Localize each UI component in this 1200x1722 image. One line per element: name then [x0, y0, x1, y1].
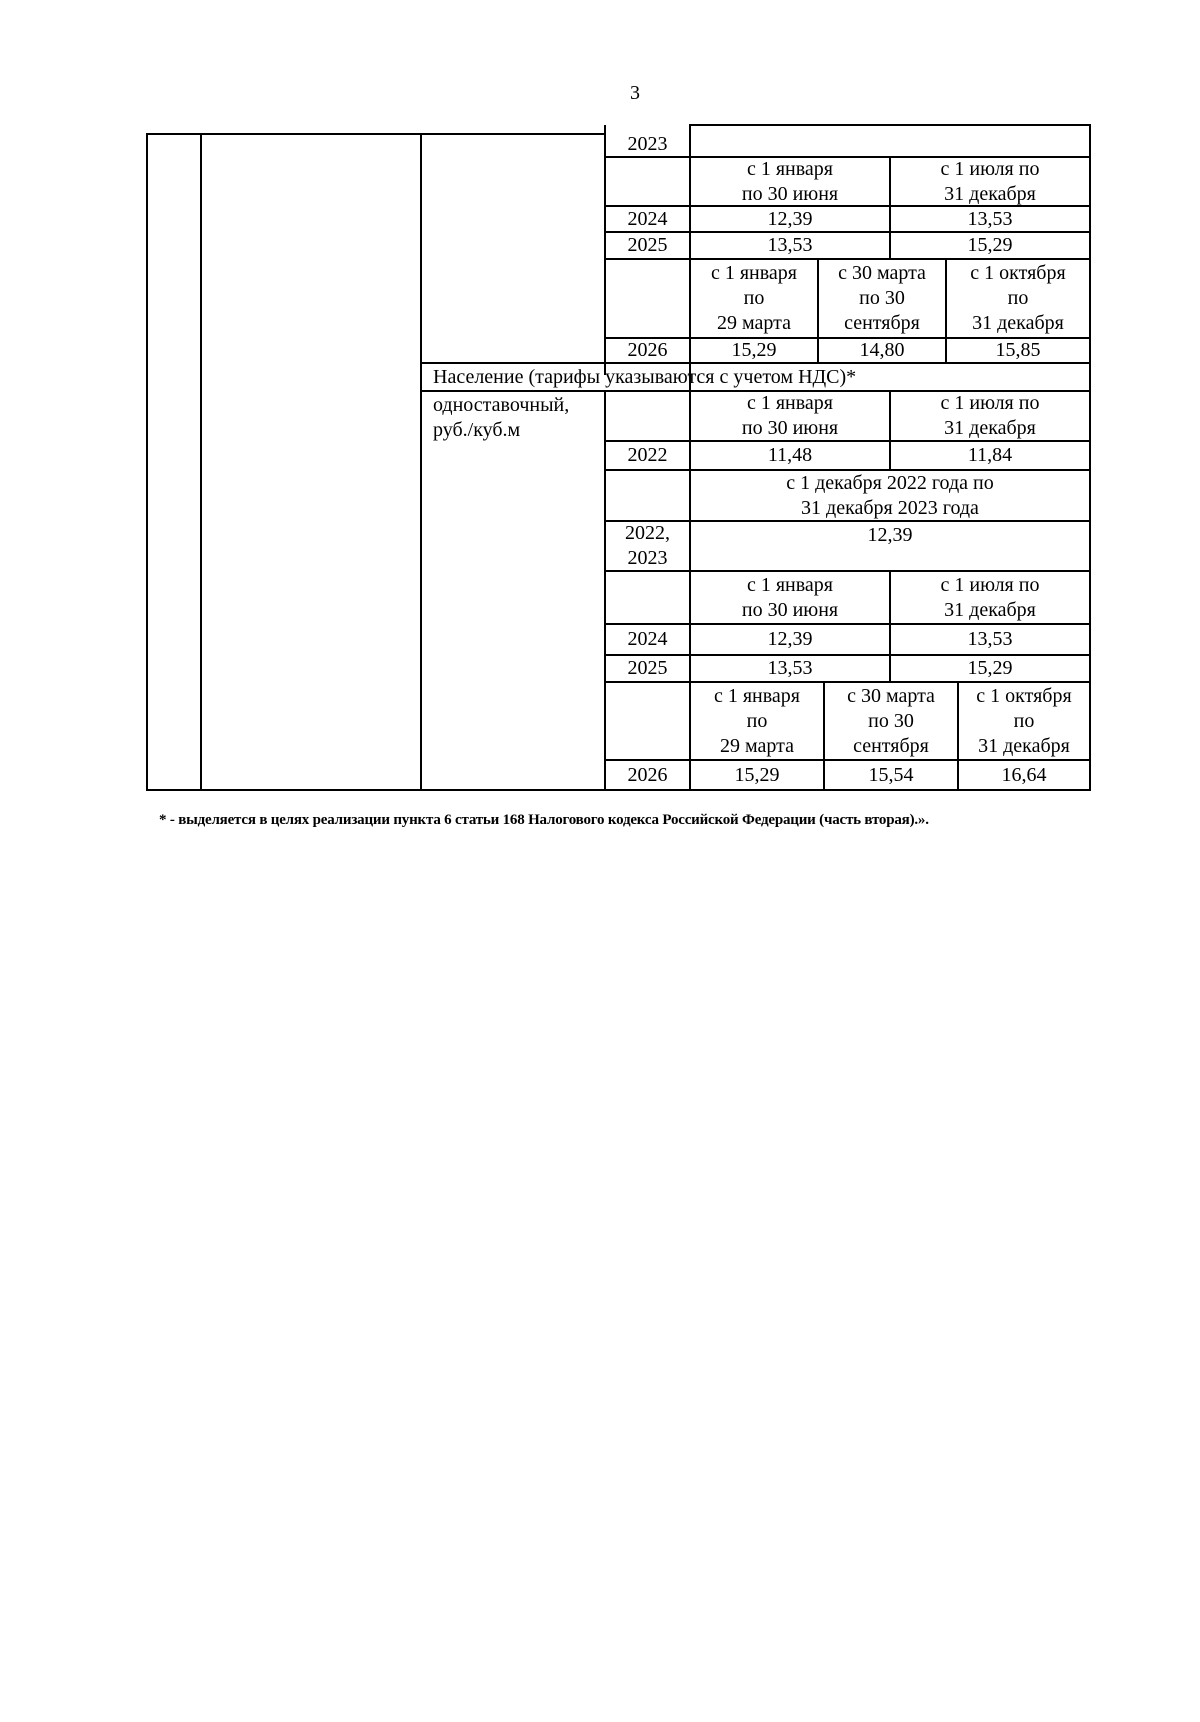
footnote: * - выделяется в целях реализации пункта 6 статьи 168 Налогового кодекса Российской Федерации (часть вторая).». — [159, 812, 929, 828]
year-cell: 2026 — [627, 339, 668, 361]
tariff-value: 12,39 — [867, 524, 913, 546]
tariff-value: 12,39 — [767, 628, 813, 650]
tariff-value: 15,85 — [995, 339, 1041, 361]
period-header: с 1 октября по 31 декабря — [970, 262, 1066, 334]
table-border-right — [1089, 124, 1091, 790]
table-border-top — [689, 124, 1091, 126]
period-header: с 30 марта по 30 сентября — [838, 262, 926, 334]
period-header: с 30 марта по 30 сентября — [847, 684, 935, 757]
tariff-value: 13,53 — [967, 207, 1013, 230]
year-cell: 2024 — [627, 207, 668, 230]
tariff-value: 11,84 — [967, 444, 1013, 466]
year-cell: 2025 — [627, 234, 668, 256]
tariff-value: 15,29 — [967, 234, 1013, 256]
period-header: с 1 января по 30 июня — [741, 392, 839, 439]
table-border-top — [146, 133, 605, 135]
tariff-value: 15,54 — [868, 763, 914, 786]
table-border-left — [146, 133, 148, 790]
year-cell: 2026 — [627, 763, 668, 786]
year-cell: 2022, 2023 — [625, 522, 670, 569]
tariff-value: 11,48 — [767, 444, 813, 466]
tariff-value: 14,80 — [859, 339, 905, 361]
tariff-value: 13,53 — [767, 234, 813, 256]
tariff-type-label: одноставочный, руб./куб.м — [433, 394, 570, 441]
table-column-line — [420, 133, 422, 790]
period-header: с 1 января по 30 июня — [741, 573, 839, 621]
period-header: с 1 июля по 31 декабря — [940, 573, 1040, 621]
period-header: с 1 декабря 2022 года по 31 декабря 2023 года — [786, 471, 994, 519]
period-header: с 1 января по 29 марта — [713, 684, 801, 757]
period-header: с 1 июля по 31 декабря — [940, 392, 1040, 439]
table-column-line — [200, 133, 202, 790]
tariff-value: 13,53 — [767, 657, 813, 679]
year-cell: 2022 — [627, 444, 668, 466]
year-cell: 2023 — [627, 133, 668, 155]
page-number: 3 — [630, 82, 640, 104]
tariff-value: 16,64 — [1001, 763, 1047, 786]
section-title: Население (тарифы указываются с учетом НДС)* — [433, 365, 857, 388]
period-header: с 1 июля по 31 декабря — [940, 157, 1040, 205]
year-cell: 2024 — [627, 628, 668, 650]
period-header: с 1 января по 30 июня — [741, 157, 839, 205]
period-header: с 1 января по 29 марта — [710, 262, 798, 334]
tariff-value: 15,29 — [734, 763, 780, 786]
tariff-value: 12,39 — [767, 207, 813, 230]
table-border-bottom — [146, 789, 1091, 791]
tariff-table — [0, 0, 1200, 800]
year-cell: 2025 — [627, 657, 668, 679]
period-header: с 1 октября по 31 декабря — [976, 684, 1072, 757]
tariff-value: 13,53 — [967, 628, 1013, 650]
tariff-value: 15,29 — [967, 657, 1013, 679]
tariff-value: 15,29 — [731, 339, 777, 361]
